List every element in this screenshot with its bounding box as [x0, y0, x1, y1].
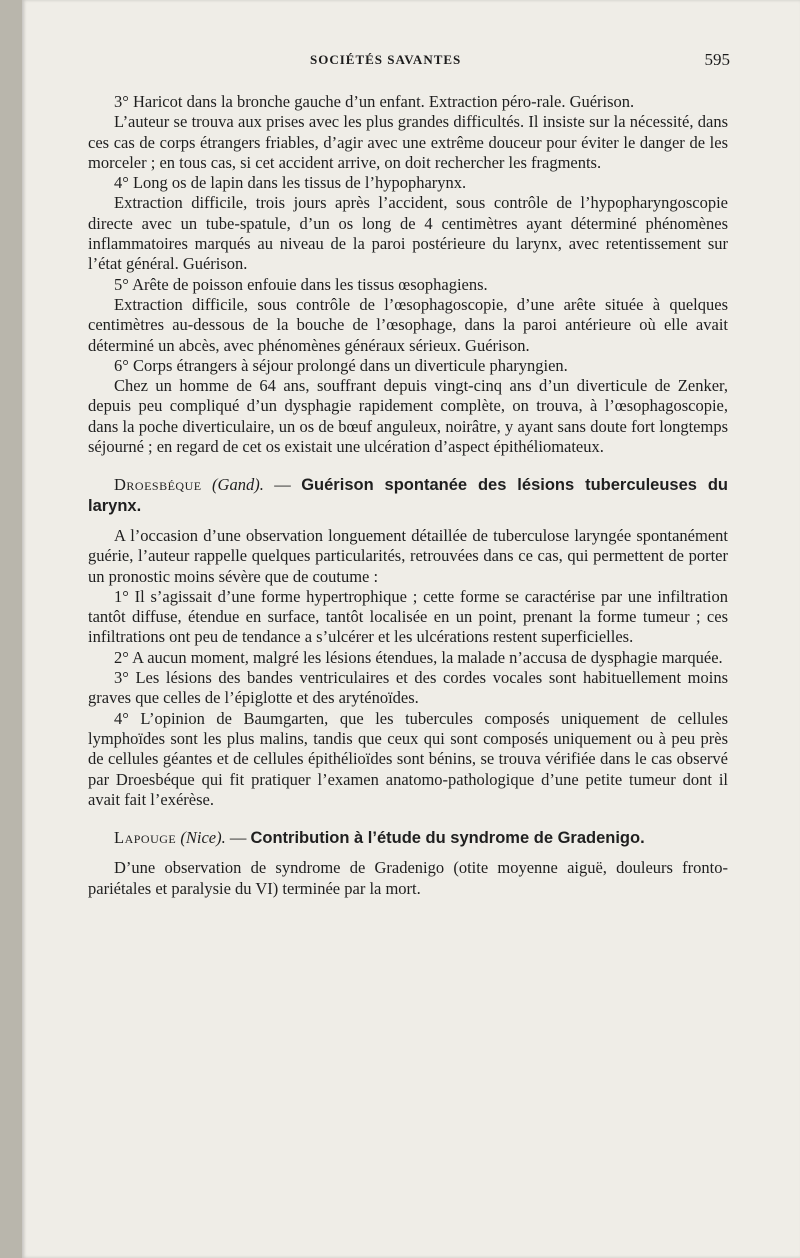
- paragraph: 2° A aucun moment, malgré les lésions étendues, la malade n’accusa de dysphagie marquée.: [114, 647, 723, 667]
- paragraph: 6° Corps étrangers à séjour prolongé dans un diverticule pharyngien.: [114, 355, 568, 375]
- section-dash: —: [225, 828, 251, 848]
- paragraph: 4° Long os de lapin dans les tissus de l’hypopharynx.: [114, 173, 467, 193]
- paragraph: D’une observation de syndrome de Gradenigo (otite moyenne aiguë, douleurs fronto-pariétales et paralysie du VI) terminée par la mort.: [88, 858, 728, 898]
- section-title: Guérison spontanée des lésions tuberculeuses du larynx.: [88, 476, 729, 515]
- running-header: [22, 52, 800, 76]
- section-dash: —: [263, 475, 302, 495]
- running-head: SOCIÉTÉS SAVANTES: [310, 52, 462, 67]
- section-author: Lapouge: [114, 828, 177, 848]
- paragraph: 5° Arête de poisson enfouie dans les tissus œsophagiens.: [114, 274, 488, 294]
- section-place: (Nice).: [180, 828, 226, 848]
- paragraph: 3° Haricot dans la bronche gauche d’un enfant. Extraction péro-rale. Guérison.: [114, 92, 635, 111]
- section-heading: [88, 828, 728, 848]
- paragraph: Extraction difficile, trois jours après l’accident, sous contrôle de l’hypopharyngoscopie directe avec un tube-spatule, d’un os long de 4 centimètres ayant déterminé phénomènes inflammatoires marqués au niveau de la paroi postérieure du larynx, avec retentissement sur l’état général. Guérison.: [88, 193, 728, 274]
- page: [22, 0, 800, 1258]
- page-number: 595: [704, 50, 730, 69]
- paragraph: Chez un homme de 64 ans, souffrant depuis vingt-cinq ans d’un diverticule de Zenker, depuis peu compliqué d’un dysphagie rapidement complète, on trouva, à l’œsophagoscopie, dans la poche diverticulaire, un os de bœuf anguleux, noirâtre, y ayant sans doute fort longtemps séjourné ; en regard de cet os existait une ulcération d’aspect épithéliomateux.: [88, 376, 728, 457]
- paragraph: 1° Il s’agissait d’une forme hypertrophique ; cette forme se caractérise par une infiltration tantôt diffuse, étendue en surface, tantôt localisée en un point, prenant la forme tumeur ; ces infiltrations ont peu de tendance a s’ulcérer et les ulcérations restent superficielles.: [88, 586, 728, 647]
- paragraph: A l’occasion d’une observation longuement détaillée de tuberculose laryngée spontanément guérie, l’auteur rappelle quelques particularités, retrouvées dans ce cas, qui permettent de porter un pronostic moins sévère que de coutume :: [88, 525, 728, 586]
- section-heading: [88, 475, 728, 516]
- paragraph: 4° L’opinion de Baumgarten, que les tubercules composés uniquement de cellules lymphoïdes sont les plus malins, tandis que ceux qui sont composés uniquement ou à peu près de cellules géantes et de cellules épithélioïdes sont bénins, se trouva vérifiée dans le cas observé par Droesbéque qui fit pratiquer l’examen anatomo-pathologique d’une petite tumeur dont il avait fait l’exérèse.: [88, 708, 728, 809]
- paragraph: 3° Les lésions des bandes ventriculaires et des cordes vocales sont habituellement moins graves que celles de l’épiglotte et des aryténoïdes.: [88, 668, 728, 708]
- section-place: (Gand).: [212, 475, 264, 495]
- paragraph: L’auteur se trouva aux prises avec les plus grandes difficultés. Il insiste sur la nécessité, dans ces cas de corps étrangers friables, d’agir avec une extrême douceur pour éviter le danger de les morceler ; en tous cas, si cet accident arrive, on doit rechercher les fragments.: [88, 112, 728, 172]
- section-author: Droesbéque: [114, 475, 202, 495]
- paragraph: Extraction difficile, sous contrôle de l’œsophagoscopie, d’une arête située à quelques centimètres au-dessous de la bouche de l’œsophage, dans la paroi antérieure où elle avait déterminé un abcès, avec phénomènes généraux sérieux. Guérison.: [88, 294, 728, 355]
- section-title: Contribution à l’étude du syndrome de Gradenigo.: [250, 829, 645, 848]
- page-body: [88, 92, 728, 899]
